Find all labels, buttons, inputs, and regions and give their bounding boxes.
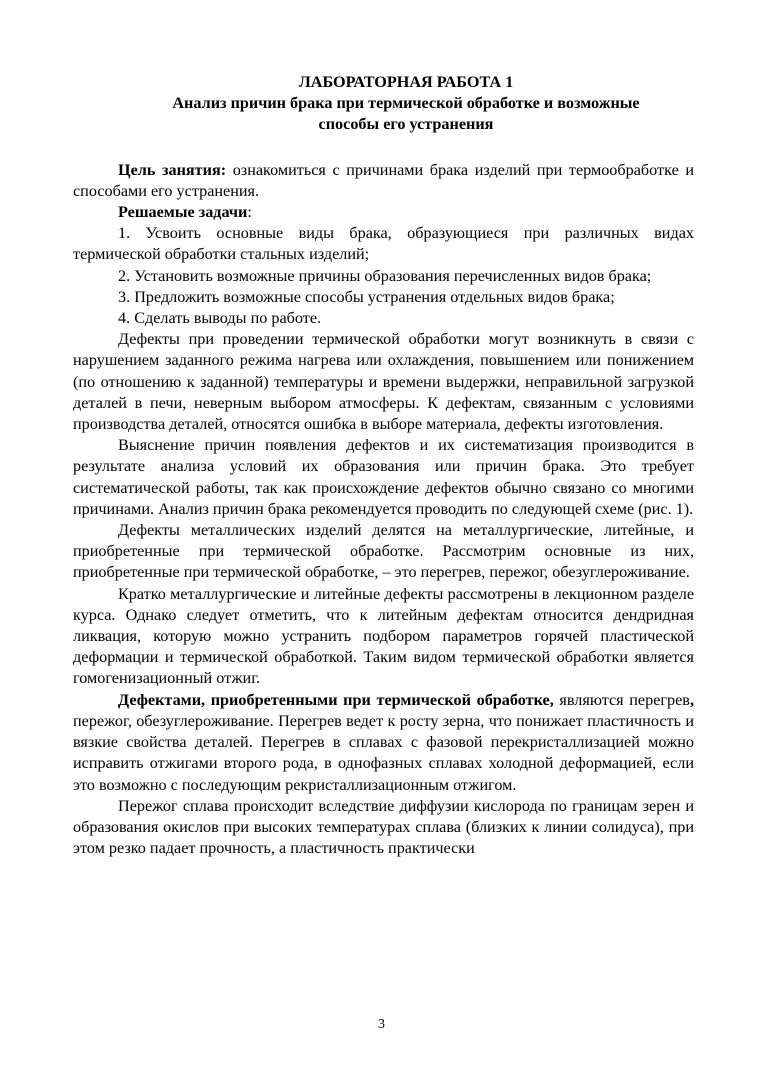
subtitle-line-1: Анализ причин брака при термической обработке и возможные [172,94,640,113]
paragraph-defects: Дефекты при проведении термической обработки могут возникнуть в связи с нарушением заданного режима нагрева или охлаждения, повышением или понижением (по отношению к заданной) температуры и времени выдержки, неправильной загрузкой деталей в печи, неверным выбором атмосферы. К дефектам, связанным с условиями производства деталей, относятся ошибка в выборе материала, дефекты изготовления. [73,330,694,434]
task-item: 1. Усвоить основные виды брака, образующиеся при различных видах термической обработки стальных изделий; [73,224,694,264]
heat-treatment-text-1: являются перегрев [553,690,690,709]
paragraph-causes: Выяснение причин появления дефектов и их систематизация производится в результате анализа условий их образования или причин брака. Это требует систематической работы, так как происхождение дефектов обычно связано со многими причинами. Анализ причин брака рекомендуется проводить по следующей схеме (рис. 1). [73,436,694,518]
document-body [73,72,694,859]
page-title: ЛАБОРАТОРНАЯ РАБОТА 1 [298,73,514,91]
paragraph-brief: Кратко металлургические и литейные дефекты рассмотрены в лекционном разделе курса. Однако следует отметить, что к литейным дефектам относится дендридная ликвация, которую можно устранить подбором параметров горячей пластической деформации и термической обработкой. Таким видом термической обработки является гомогенизационный отжиг. [73,584,694,688]
heat-treatment-comma: , [689,690,694,709]
heat-treatment-text-2: пережог, обезуглероживание. Перегрев ведет к росту зерна, что понижает пластичность и вязкие свойства деталей. Перегрев в сплавах с фазовой перекристаллизацией можно исправить отжигами второго рода, в однофазных сплавах холодной деформацией, если это возможно с последующим рекристаллизационным отжигом. [73,711,694,794]
tasks-heading [73,202,694,223]
tasks-colon: : [247,203,252,222]
goal-text: ознакомиться с причинами брака изделий при термообработке и способами его устранения. [73,160,695,200]
tasks-label: Решаемые задачи [118,203,248,222]
heat-treatment-label: Дефектами, приобретенными при термической обработке, [118,690,554,709]
paragraph-heat-treatment [73,690,694,796]
paragraph-types: Дефекты металлических изделий делятся на металлургические, литейные, и приобретенные при термической обработке. Рассмотрим основные из них, приобретенные при термической обработке, – это перегрев, пережог, обезуглероживание. [73,521,694,582]
goal-paragraph [73,160,694,202]
goal-label: Цель занятия: [118,160,227,179]
page-number: 3 [378,1017,385,1032]
paragraph-burn: Пережог сплава происходит вследствие диффузии кислорода по границам зерен и образования окислов при высоких температурах сплава (близких к линии солидуса), при этом резко падает прочность, а пластичность практически [73,796,694,858]
subtitle-line-2: способы его устранения [318,115,494,134]
task-item: 2. Установить возможные причины образования перечисленных видов брака; [118,266,652,285]
task-item: 4. Сделать выводы по работе. [118,309,322,328]
task-item: 3. Предложить возможные способы устранения отдельных видов брака; [118,287,615,306]
